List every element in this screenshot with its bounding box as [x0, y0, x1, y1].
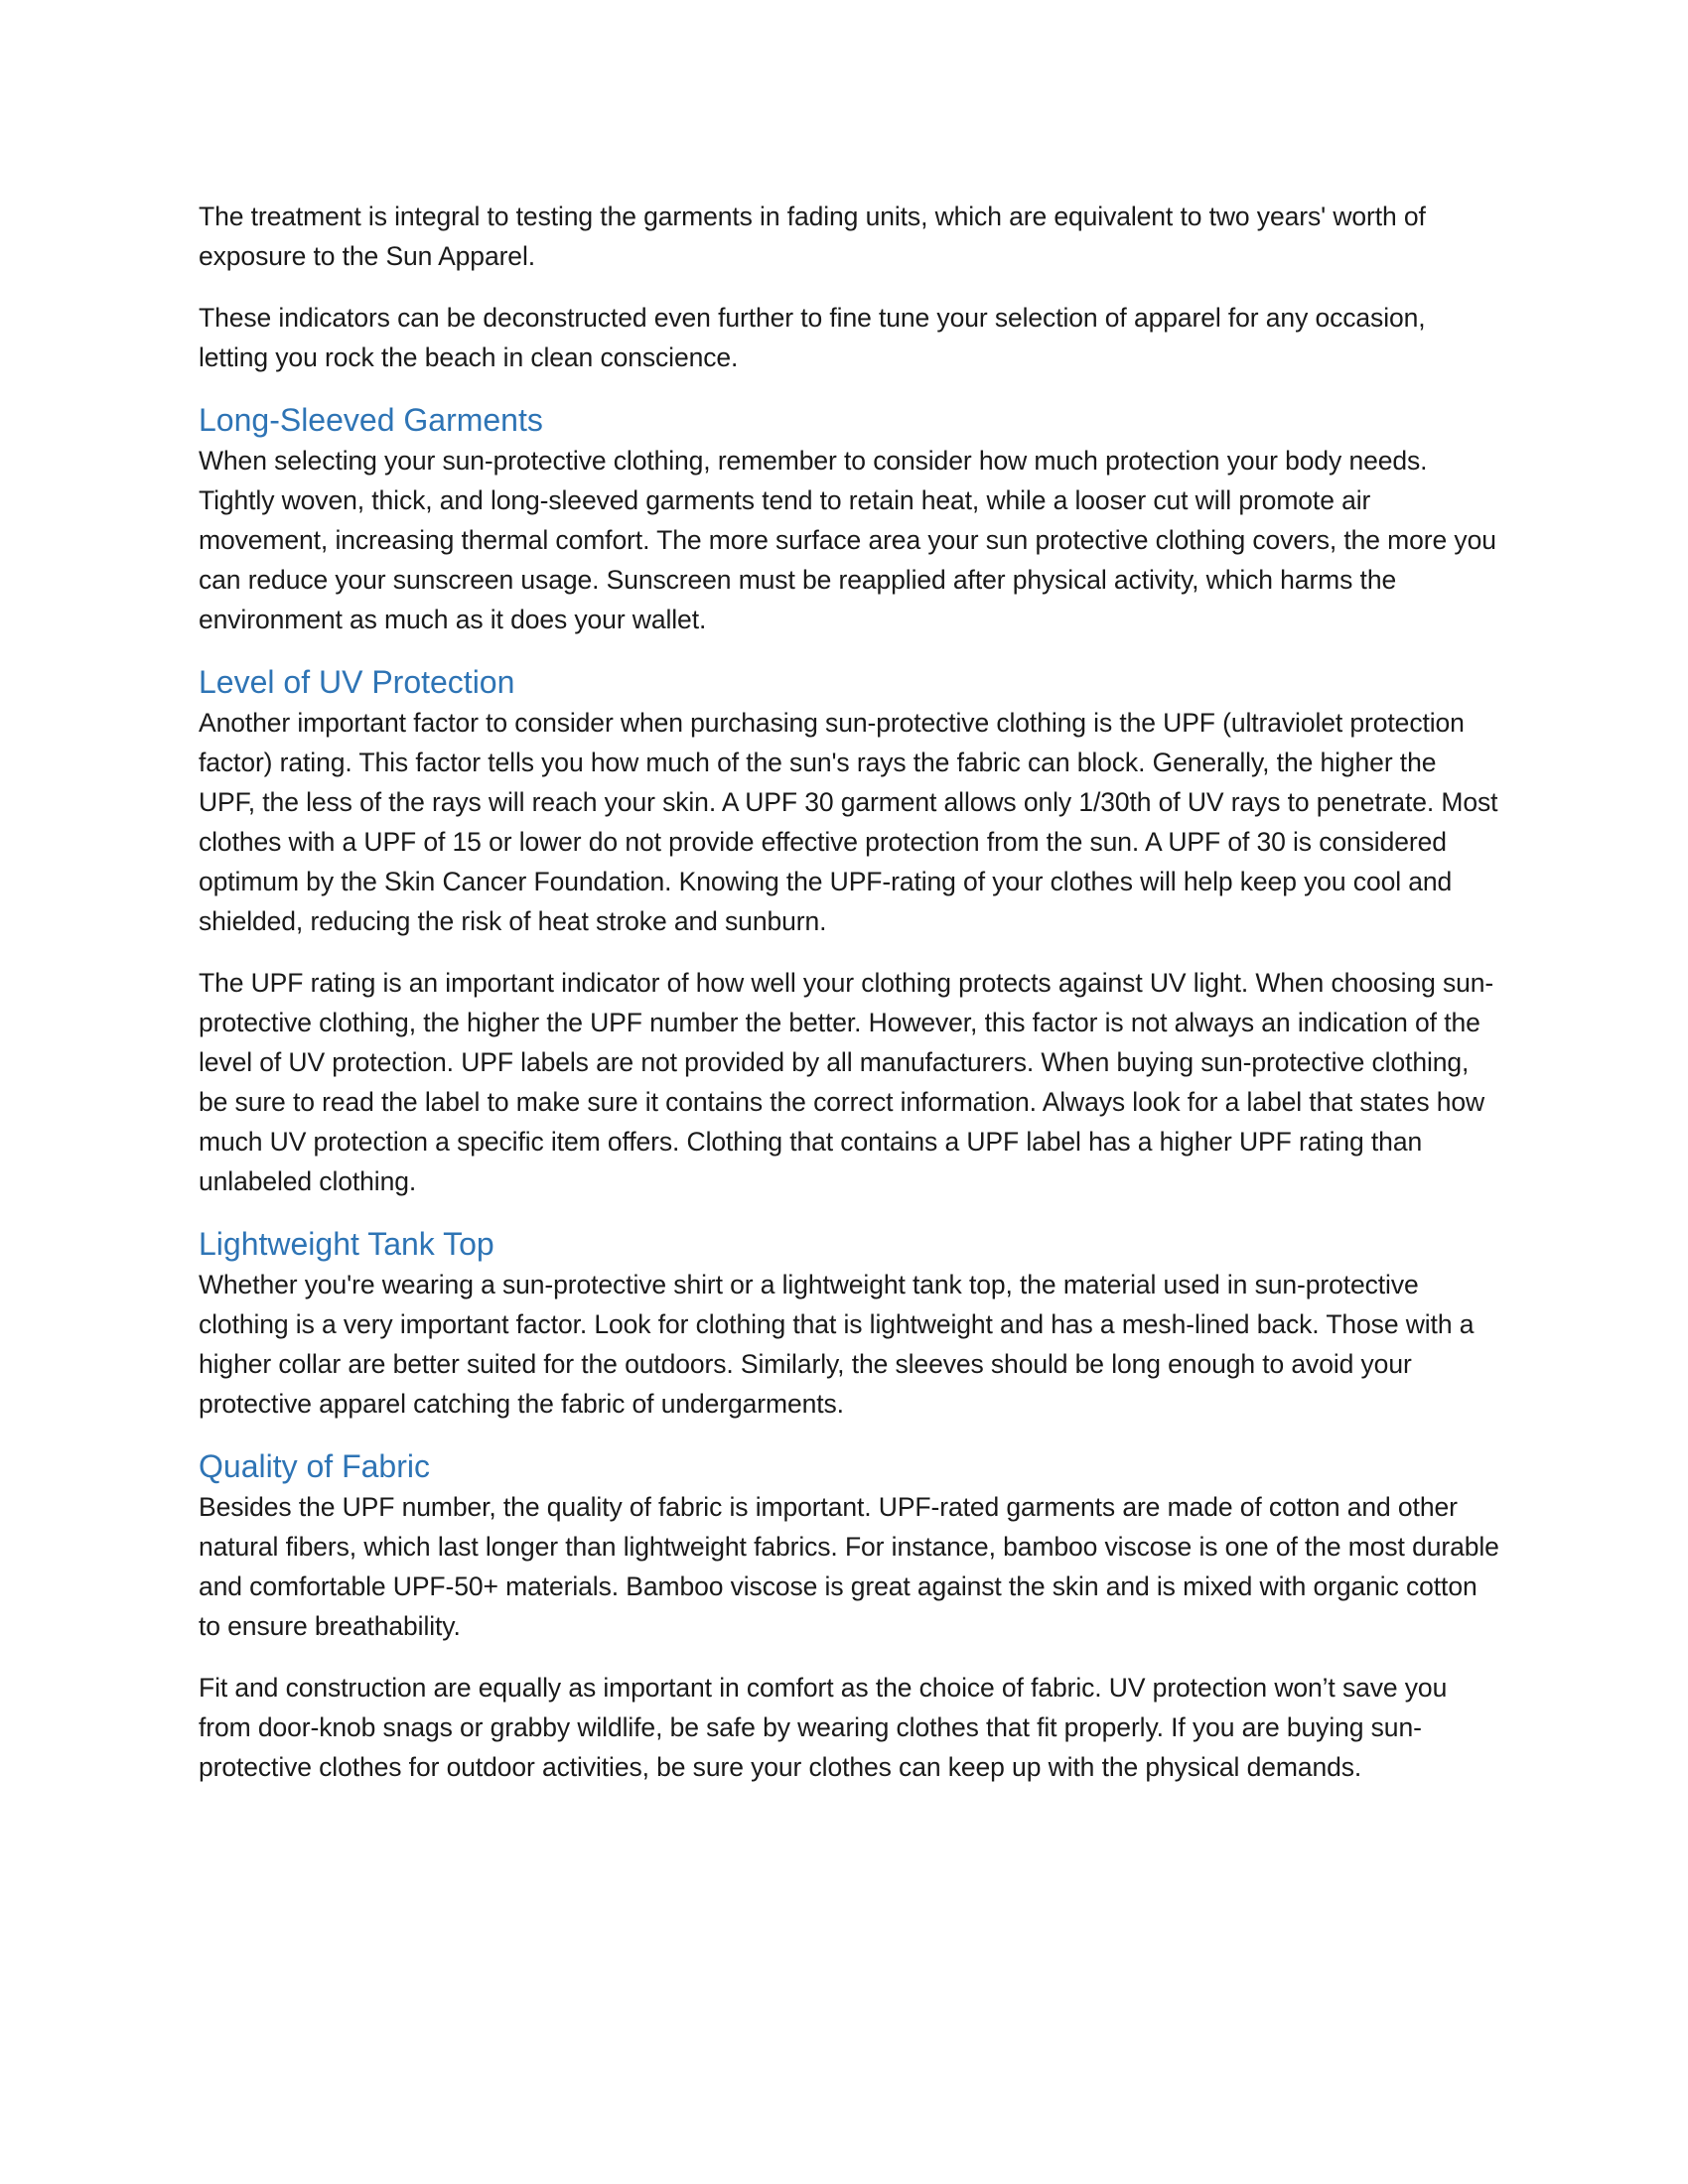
section-heading: Level of UV Protection	[199, 664, 515, 700]
section-heading: Quality of Fabric	[199, 1448, 430, 1484]
section-paragraph: Another important factor to consider when purchasing sun-protective clothing is the UPF (ultraviolet protection factor) rating. This factor tells you how much of the sun's rays the fabric can block. Generally, the higher the UPF, the less of the rays will reach your skin. A UPF 30 garment allows only 1/30th of UV rays to penetrate. Most clothes with a UPF of 15 or lower do not provide effective protection from the sun. A UPF of 30 is considered optimum by the Skin Cancer Foundation. Knowing the UPF-rating of your clothes will help keep you cool and shielded, reducing the risk of heat stroke and sunburn.	[199, 708, 1498, 936]
section-quality-of-fabric	[199, 1445, 1499, 1787]
section-heading: Long-Sleeved Garments	[199, 402, 543, 438]
section-paragraph: The UPF rating is an important indicator of how well your clothing protects against UV light. When choosing sun-protective clothing, the higher the UPF number the better. However, this factor is not always an indication of the level of UV protection. UPF labels are not provided by all manufacturers. When buying sun-protective clothing, be sure to read the label to make sure it contains the correct information. Always look for a label that states how much UV protection a specific item offers. Clothing that contains a UPF label has a higher UPF rating than unlabeled clothing.	[199, 968, 1494, 1196]
section-paragraph: Whether you're wearing a sun-protective shirt or a lightweight tank top, the material used in sun-protective clothing is a very important factor. Look for clothing that is lightweight and has a mesh-lined back. Those with a higher collar are better suited for the outdoors. Similarly, the sleeves should be long enough to avoid your protective apparel catching the fabric of undergarments.	[199, 1270, 1475, 1419]
section-paragraph: Fit and construction are equally as important in comfort as the choice of fabric. UV protection won’t save you from door-knob snags or grabby wildlife, be safe by wearing clothes that fit properly. If you are buying sun-protective clothes for outdoor activities, be sure your clothes can keep up with the physical demands.	[199, 1673, 1448, 1782]
section-paragraph: When selecting your sun-protective clothing, remember to consider how much protection your body needs. Tightly woven, thick, and long-sleeved garments tend to retain heat, while a looser cut will promote air movement, increasing thermal comfort. The more surface area your sun protective clothing covers, the more you can reduce your sunscreen usage. Sunscreen must be reapplied after physical activity, which harms the environment as much as it does your wallet.	[199, 446, 1496, 634]
intro-paragraph-1: The treatment is integral to testing the garments in fading units, which are equivalent to two years' worth of exposure to the Sun Apparel.	[199, 202, 1426, 271]
section-lightweight-tank-top	[199, 1223, 1499, 1424]
section-heading: Lightweight Tank Top	[199, 1226, 494, 1262]
section-paragraph: Besides the UPF number, the quality of fabric is important. UPF-rated garments are made of cotton and other natural fibers, which last longer than lightweight fabrics. For instance, bamboo viscose is one of the most durable and comfortable UPF-50+ materials. Bamboo viscose is great against the skin and is mixed with organic cotton to ensure breathability.	[199, 1492, 1499, 1641]
intro-paragraph-2: These indicators can be deconstructed even further to fine tune your selection of apparel for any occasion, letting you rock the beach in clean conscience.	[199, 303, 1426, 372]
section-long-sleeved-garments	[199, 399, 1499, 639]
section-level-of-uv-protection	[199, 661, 1499, 1201]
document-page	[199, 197, 1499, 1809]
